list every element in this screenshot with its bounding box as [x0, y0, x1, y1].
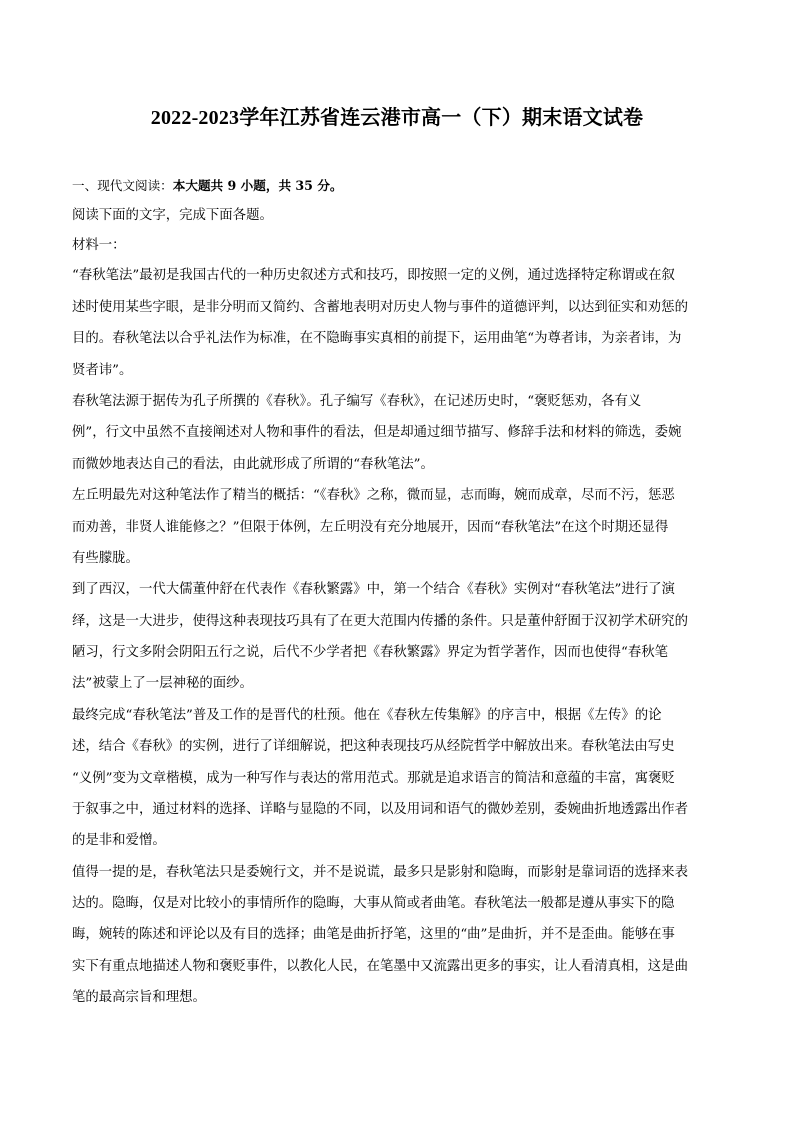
passage-line: 而劝善，非贤人谁能修之？”但限于体例，左丘明没有充分地展开，因而“春秋笔法”在这个时期还显得: [72, 520, 669, 535]
exam-title: 2022-2023学年江苏省连云港市高一（下）期末语文试卷: [150, 107, 644, 129]
passage-line: 贤者讳”。: [72, 363, 133, 378]
passage-line: 例”，行文中虽然不直接阐述对人物和事件的看法，但是却通过细节描写、修辞手法和材料的筛选，委婉: [72, 425, 682, 440]
passage-line: 有些朦胧。: [72, 551, 139, 566]
passage-line: “春秋笔法”最初是我国古代的一种历史叙述方式和技巧，即按照一定的义例，通过选择特定称谓或在叙: [72, 268, 675, 283]
passage-line: 值得一提的是，春秋笔法只是委婉行文，并不是说谎，最多只是影射和隐晦，而影射是靠词语的选择来表: [72, 865, 688, 880]
section-number: 一、现代文阅读：: [72, 178, 173, 193]
passage-line: 述，结合《春秋》的实例，进行了详细解说，把这种表现技巧从经院哲学中解放出来。春秋笔法由写史: [72, 739, 675, 754]
passage-line: 述时使用某些字眼，是非分明而又简约、含蓄地表明对历史人物与事件的道德评判，以达到征实和劝惩的: [72, 300, 688, 315]
passage-line: 法”被蒙上了一层神秘的面纱。: [72, 676, 253, 691]
passage-line: 于叙事之中，通过材料的选择、详略与显隐的不同，以及用词和语气的微妙差别，委婉曲折地透露出作者: [72, 802, 688, 817]
passage-line: 目的。春秋笔法以合乎礼法作为标准，在不隐晦事实真相的前提下，运用曲笔“为尊者讳，为亲者讳，为: [72, 331, 682, 346]
passage-line: 陋习，行文多附会阴阳五行之说，后代不少学者把《春秋繁露》界定为哲学著作，因而也使得“春秋笔: [72, 645, 669, 660]
passage-line: 左丘明最先对这种笔法作了精当的概括：“《春秋》之称，微而显，志而晦，婉而成章，尽而不污，惩恶: [72, 488, 675, 503]
section-description: 本大题共 9 小题，共 35 分。: [172, 178, 343, 193]
section-heading: [72, 176, 722, 196]
passage-line: 的是非和爱憎。: [72, 833, 166, 848]
passage-line: 而微妙地表达自己的看法，由此就形成了所谓的“春秋笔法”。: [72, 457, 434, 472]
passage-line: 实下有重点地描述人物和褒贬事件，以教化人民，在笔墨中又流露出更多的事实，让人看清真相，这是曲: [72, 959, 688, 974]
reading-instruction: 阅读下面的文字，完成下面各题。: [72, 208, 273, 223]
passage-line: 最终完成“春秋笔法”普及工作的是晋代的杜预。他在《春秋左传集解》的序言中，根据《左传》的论: [72, 708, 662, 723]
passage-line: “义例”变为文章楷模，成为一种写作与表达的常用范式。那就是追求语言的简洁和意蕴的丰富，寓褒贬: [72, 771, 675, 786]
passage-line: 晦，婉转的陈述和评论以及有目的选择；曲笔是曲折抒笔，这里的“曲”是曲折，并不是歪曲。能够在事: [72, 927, 675, 942]
passage-line: 到了西汉，一代大儒董仲舒在代表作《春秋繁露》中，第一个结合《春秋》实例对“春秋笔法”进行了演: [72, 582, 675, 597]
passage-line: 春秋笔法源于据传为孔子所撰的《春秋》。孔子编写《春秋》，在记述历史时，“褒贬惩劝，各有义: [72, 394, 642, 409]
material-label: 材料一：: [72, 238, 126, 253]
passage-line: 达的。隐晦，仅是对比较小的事情所作的隐晦，大事从简或者曲笔。春秋笔法一般都是遵从事实下的隐: [72, 896, 675, 911]
passage-line: 笔的最高宗旨和理想。: [72, 990, 206, 1005]
passage-line: 绎，这是一大进步，使得这种表现技巧具有了在更大范围内传播的条件。只是董仲舒囿于汉初学术研究的: [72, 614, 688, 629]
